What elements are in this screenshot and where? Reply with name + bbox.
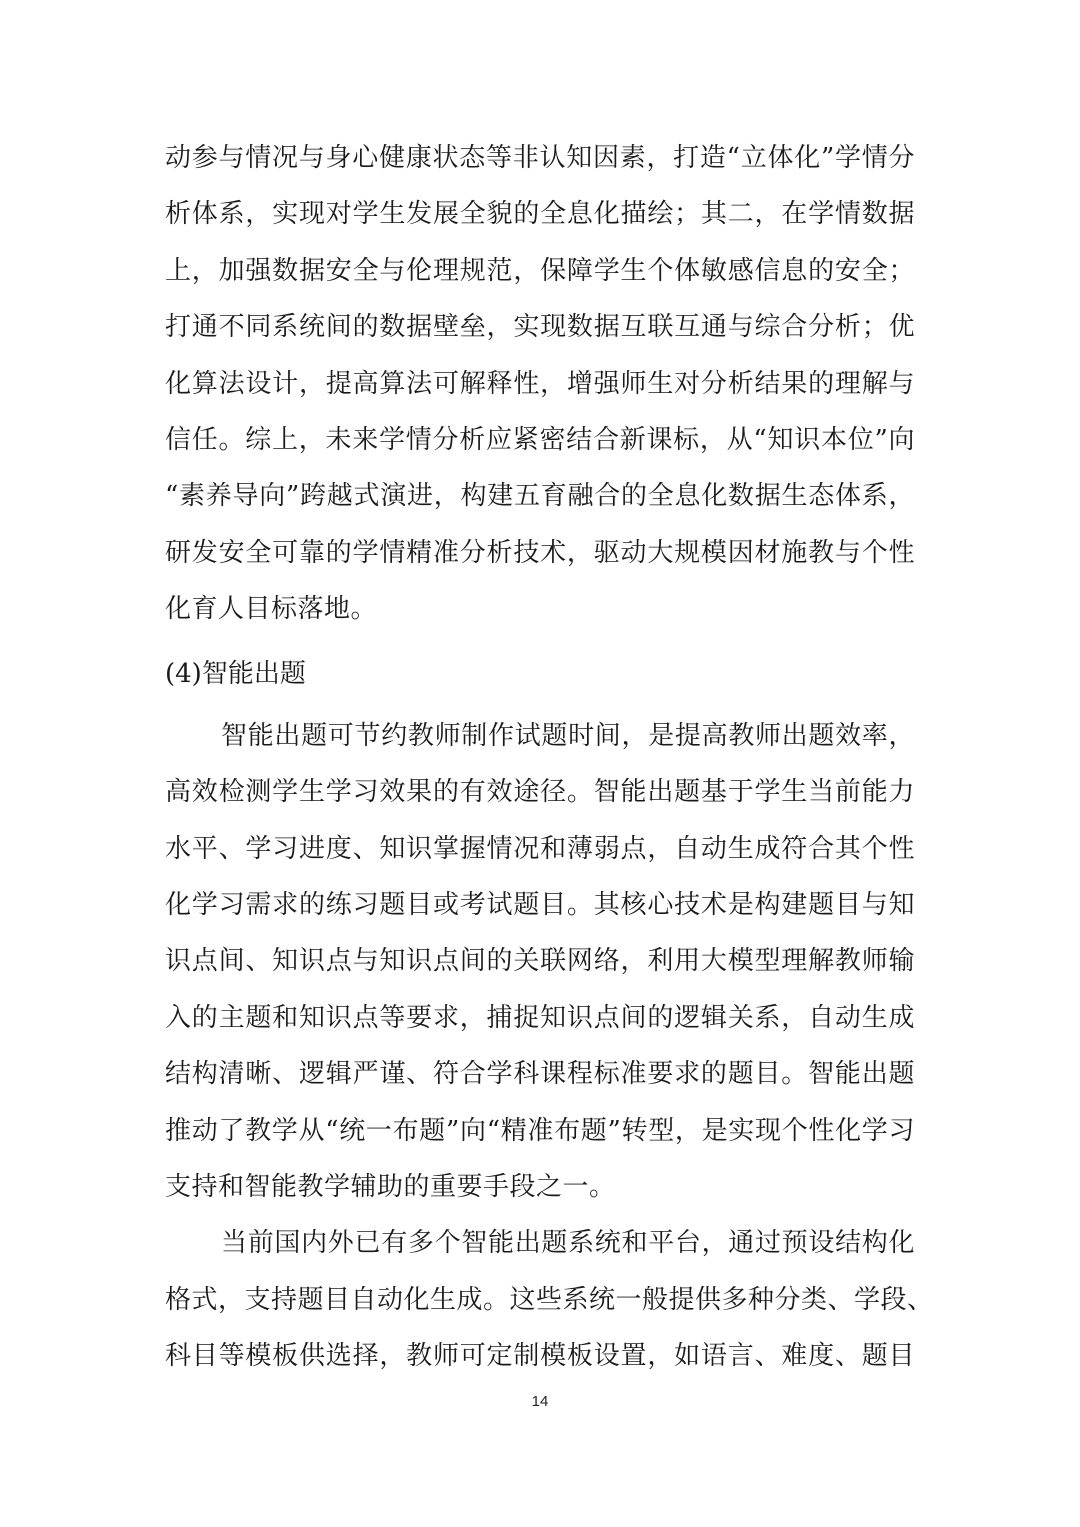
paragraph-current-systems bbox=[165, 1215, 934, 1384]
section-heading: (4)智能出题 bbox=[165, 658, 306, 689]
text-line: 结构清晰、逻辑严谨、符合学科课程标准要求的题目。智能出题 bbox=[165, 1059, 915, 1090]
paragraph-intelligent-question-generation bbox=[165, 708, 915, 1216]
text-line: 推动了教学从“统一布题”向“精准布题”转型，是实现个性化学习 bbox=[165, 1115, 915, 1146]
text-line: 析体系，实现对学生发展全貌的全息化描绘；其二，在学情数据 bbox=[165, 199, 915, 230]
text-line: 研发安全可靠的学情精准分析技术，驱动大规模因材施教与个性 bbox=[165, 537, 915, 568]
page-number: 14 bbox=[531, 1393, 549, 1410]
text-line: 打通不同系统间的数据壁垒，实现数据互联互通与综合分析；优 bbox=[165, 312, 915, 343]
text-line: 支持和智能教学辅助的重要手段之一。 bbox=[165, 1172, 616, 1203]
text-line: 水平、学习进度、知识掌握情况和薄弱点，自动生成符合其个性 bbox=[165, 833, 915, 864]
text-line: 入的主题和知识点等要求，捕捉知识点间的逻辑关系，自动生成 bbox=[165, 1002, 915, 1033]
text-line: 格式，支持题目自动化生成。这些系统一般提供多种分类、学段、 bbox=[165, 1284, 934, 1315]
text-line: 科目等模板供选择，教师可定制模板设置，如语言、难度、题目 bbox=[165, 1341, 915, 1372]
text-line: 当前国内外已有多个智能出题系统和平台，通过预设结构化 bbox=[221, 1228, 915, 1259]
page-body bbox=[165, 130, 934, 1385]
text-line: 化算法设计，提高算法可解释性，增强师生对分析结果的理解与 bbox=[165, 368, 915, 399]
text-line: “素养导向”跨越式演进，构建五育融合的全息化数据生态体系， bbox=[165, 481, 915, 512]
text-line: 高效检测学生学习效果的有效途径。智能出题基于学生当前能力 bbox=[165, 777, 915, 808]
text-line: 动参与情况与身心健康状态等非认知因素，打造“立体化”学情分 bbox=[165, 143, 915, 173]
text-line: 化育人目标落地。 bbox=[165, 594, 378, 625]
text-line: 识点间、知识点与知识点间的关联网络，利用大模型理解教师输 bbox=[165, 946, 915, 977]
text-line: 化学习需求的练习题目或考试题目。其核心技术是构建题目与知 bbox=[165, 890, 915, 921]
text-line: 智能出题可节约教师制作试题时间，是提高教师出题效率， bbox=[221, 720, 915, 751]
paragraph-continued bbox=[165, 130, 915, 638]
text-line: 上，加强数据安全与伦理规范，保障学生个体敏感信息的安全； bbox=[165, 255, 915, 286]
text-line: 信任。综上，未来学情分析应紧密结合新课标，从“知识本位”向 bbox=[165, 424, 915, 455]
